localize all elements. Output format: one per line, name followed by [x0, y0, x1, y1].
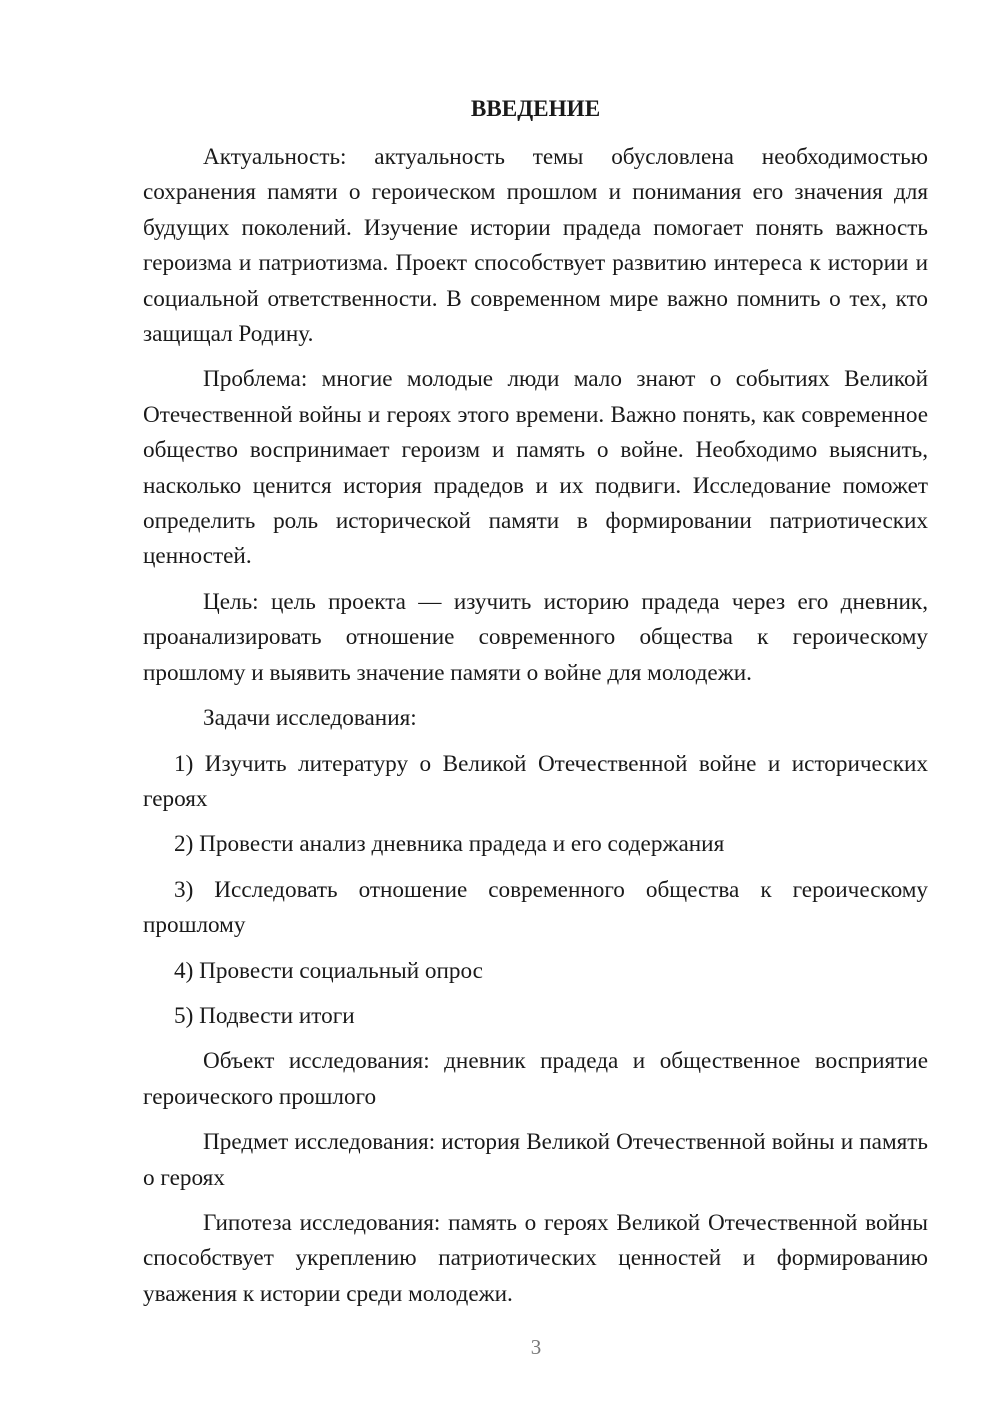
- object-paragraph: Объект исследования: дневник прадеда и общественное восприятие героического прошлого: [143, 1048, 928, 1110]
- subject-paragraph: Предмет исследования: история Великой Отечественной войны и память о героях: [143, 1129, 928, 1191]
- goal-paragraph: Цель: цель проекта — изучить историю прадеда через его дневник, проанализировать отношение современного общества к героическому прошлому и выявить значение памяти о войне для молодежи.: [143, 588, 928, 686]
- page-number: 3: [530, 1335, 542, 1359]
- problem-paragraph: Проблема: многие молодые люди мало знают о событиях Великой Отечественной войны и героях этого времени. Важно понять, как современное общество воспринимает героизм и память о войне. Необходимо выяснить, насколько ценится история прадедов и их подвиги. Исследование поможет определить роль исторической памяти в формировании патриотических ценностей.: [143, 366, 928, 570]
- hypothesis-paragraph: Гипотеза исследования: память о героях Великой Отечественной войны способствует укреплению патриотических ценностей и формированию уважения к истории среди молодежи.: [143, 1209, 928, 1307]
- task-item: 2) Провести анализ дневника прадеда и его содержания: [174, 831, 725, 858]
- task-item: 5) Подвести итоги: [174, 1002, 355, 1029]
- task-item: 4) Провести социальный опрос: [174, 957, 483, 984]
- tasks-heading: Задачи исследования:: [203, 705, 417, 732]
- section-title: ВВЕДЕНИЕ: [470, 96, 601, 122]
- task-item: 3) Исследовать отношение современного общества к героическому прошлому: [143, 876, 928, 939]
- page-content: [143, 92, 928, 1322]
- task-item: 1) Изучить литературу о Великой Отечественной войне и исторических героях: [143, 750, 928, 812]
- tasks-list: [143, 747, 928, 1035]
- relevance-paragraph: Актуальность: актуальность темы обусловлена необходимостью сохранения памяти о героическом прошлом и понимания его значения для будущих поколений. Изучение истории прадеда помогает понять важность героизма и патриотизма. Проект способствует развитию интереса к истории и социальной ответственности. В современном мире важно помнить о тех, кто защищал Родину.: [143, 144, 928, 348]
